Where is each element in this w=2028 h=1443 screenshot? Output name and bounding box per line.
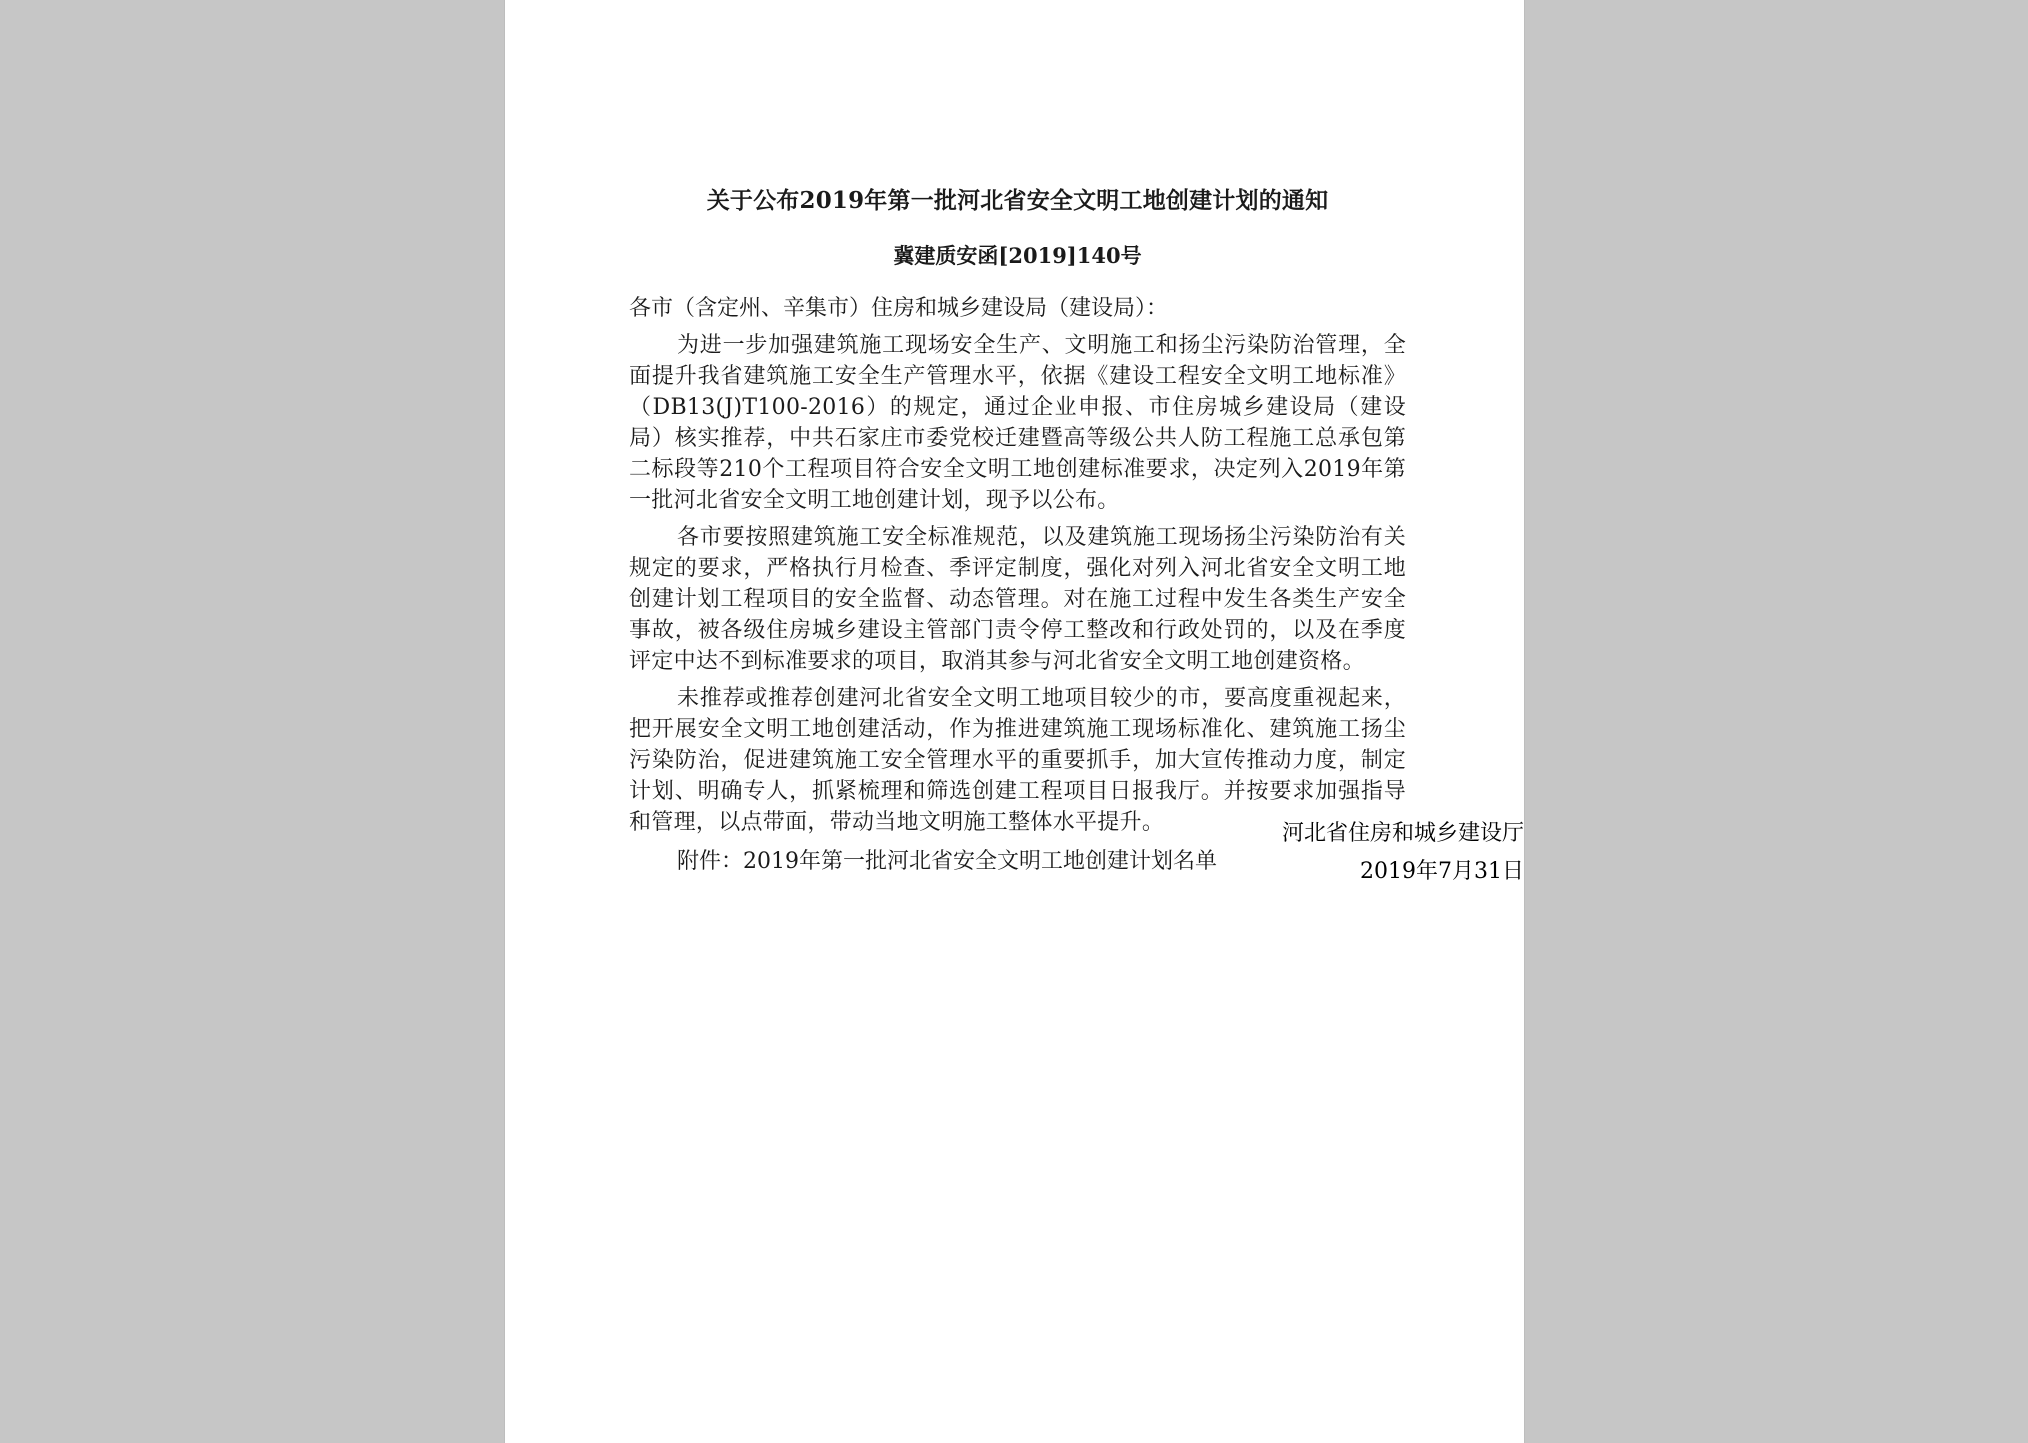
document-title: 关于公布2019年第一批河北省安全文明工地创建计划的通知 <box>706 187 1329 214</box>
signature-organization: 河北省住房和城乡建设厅 <box>1281 821 1524 846</box>
viewer-right-gutter <box>1524 0 2028 1443</box>
attachment-note: 附件：2019年第一批河北省安全文明工地创建计划名单 <box>677 849 1217 874</box>
signature-date: 2019年7月31日 <box>1360 859 1524 884</box>
document-number: 冀建质安函[2019]140号 <box>893 243 1142 268</box>
document-page <box>505 0 1524 1443</box>
body-paragraph-2: 各市要按照建筑施工安全标准规范，以及建筑施工现场扬尘污染防治有关规定的要求，严格执行月检查、季评定制度，强化对列入河北省安全文明工地创建计划工程项目的安全监督、动态管理。对在施工过程中发生各类生产安全事故，被各级住房城乡建设主管部门责令停工整改和行政处罚的，以及在季度评定中达不到标准要求的项目，取消其参与河北省安全文明工地创建资格。 <box>629 525 1406 674</box>
viewer-left-gutter <box>0 0 505 1443</box>
document-content <box>629 183 1406 877</box>
body-paragraph-3: 未推荐或推荐创建河北省安全文明工地项目较少的市，要高度重视起来，把开展安全文明工地创建活动，作为推进建筑施工现场标准化、建筑施工扬尘污染防治，促进建筑施工安全管理水平的重要抓手，加大宣传推动力度，制定计划、明确专人，抓紧梳理和筛选创建工程项目日报我厅。并按要求加强指导和管理，以点带面，带动当地文明施工整体水平提升。 <box>629 686 1406 835</box>
addressee: 各市（含定州、辛集市）住房和城乡建设局（建设局）： <box>629 296 1169 321</box>
body-paragraph-1: 为进一步加强建筑施工现场安全生产、文明施工和扬尘污染防治管理，全面提升我省建筑施工安全生产管理水平，依据《建设工程安全文明工地标准》（DB13(J)T100-2016）的规定，通过企业申报、市住房城乡建设局（建设局）核实推荐，中共石家庄市委党校迁建暨高等级公共人防工程施工总承包第二标段等210个工程项目符合安全文明工地创建标准要求，决定列入2019年第一批河北省安全文明工地创建计划，现予以公布。 <box>629 333 1406 513</box>
